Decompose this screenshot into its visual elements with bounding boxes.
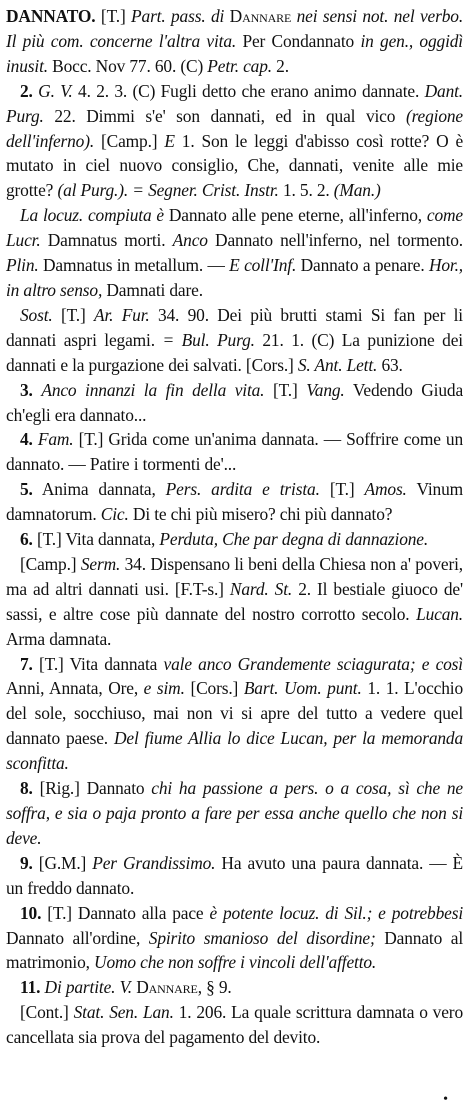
sense-7-paragraph [6,652,463,777]
sense-number: 6. [20,529,33,550]
sense-text: 4. 2. 3. (C) Fugli detto che erano animo dannate. [78,80,420,101]
cross-reference-section: § 9. [206,977,232,998]
note-text: La locuz. compiuta è [20,205,164,226]
entry-tag: [T.] [100,6,126,26]
contributor-tag: [G.M.] [38,852,87,873]
sense-6-citations-paragraph [6,552,463,652]
sense-10-paragraph [6,901,463,976]
citation-source: = Segner. Crist. Instr. [132,180,279,201]
sense-gloss: e sim. [143,678,185,699]
entry-definition-rest: nei sensi not. nel verbo. Il più com. concerne l'altra vita. [6,6,464,51]
contributor-tag: [T.] [329,479,355,500]
citation-source: Ar. Fur. [93,304,150,325]
sense-gloss: vale anco Grandemente sciagurata; e così [163,653,463,674]
sense-text: [Rig.] Dannato [39,778,145,799]
sense-text: Vedendo Giuda ch'egli era dannato... [6,379,464,425]
sense-number: 7. [20,653,33,674]
sense-text: Arma damnata. [6,628,112,649]
contributor-tag: [T.] [60,304,86,325]
sense-gloss: è potente locuz. di Sil.; e potrebbesi [209,902,463,923]
sense-9-paragraph [6,851,463,901]
contributor-tag: (Man.) [333,180,381,201]
sense-gloss: Pers. ardita e trista. [165,479,320,500]
cross-reference-word: Dannare, [136,977,202,998]
sense-gloss: (regione dell'inferno). [6,105,464,151]
citation-source: E [164,130,175,151]
sense-text: 22. Dimmi s'e' son dannati, ed in qual vico [54,105,396,126]
sense-gloss: Per Grandissimo. [92,852,216,873]
citation-source: Bart. Uom. punt. [243,678,362,699]
sense-text: Anni, Annata, Ore, [6,678,139,699]
sense-gloss: Fam. [37,429,74,450]
note-text: Sost. [20,304,53,325]
sense-text: 2. Il bestiale giuoco de' sassi, e altre cose più dannate del nostro corrotto secolo. [6,578,463,624]
sense-6-paragraph [6,527,463,552]
sense-3-paragraph [6,378,463,428]
contributor-tag: [Cont.] [20,1002,69,1023]
entry-text: Per Condannato [242,30,355,51]
note-text: 34. 90. Dei più brutti stami Si fan per li dannati aspri legami. [6,304,463,350]
sense-gloss: Del fiume Allia lo dice Lucan, per la memoranda sconfitta. [6,728,464,774]
sense-text: Dannato al matrimonio, [6,927,464,973]
entry-citation-source: Petr. cap. [207,55,272,76]
sense-number: 5. [20,479,33,500]
sense-gloss: Uomo che non soffre i vincoli dell'affetto. [94,952,377,973]
sense-text: [T.] Vita dannata [39,653,158,674]
sense-gloss: (al Purg.). [57,180,129,201]
sense-number: 9. [20,852,33,873]
note-text: Dannato a penare. [300,255,425,276]
sense-gloss: Perduta, Che par degna di dannazione. [159,529,429,550]
sense-number: 3. [20,379,33,400]
note-text: E coll'Inf. [229,255,297,276]
citation-source: Vang. [306,379,345,400]
citation-source: Plin. [6,255,39,276]
entry-citation-number: 2. [276,55,289,76]
entry-paragraph [6,4,463,79]
entry-reference-word: Dannare [229,6,292,26]
citation-source: Lucan. [416,603,463,624]
sense-text: Ha avuto una paura dannata. — È un freddo dannato. [6,852,463,898]
sense-text: Dannato all'ordine, [6,927,141,948]
sense-2-paragraph [6,79,463,204]
sense-text: 1. 5. 2. [282,180,330,201]
citation-source: G. V. [38,80,73,101]
sense-text: 1. Son le leggi d'abisso così rotte? O è mutato in ciel nuovo consiglio, Che, dannati, venite alle mie grotte? [6,130,464,201]
note-text: Dannato nell'inferno, nel tormento. [215,230,463,251]
citation-source: Nard. St. [229,578,293,599]
sense-number: 2. [20,80,33,101]
sense-5-paragraph [6,477,463,527]
sense-4-paragraph [6,427,463,477]
sense-8-paragraph [6,776,463,851]
sense-text: [T.] Dannato alla pace [47,902,204,923]
sense-11-paragraph [6,975,463,1000]
substantive-paragraph [6,303,463,378]
citation-source: Dant. Purg. [6,80,464,126]
sense-2-note-paragraph [6,203,463,303]
sense-text: Vinum damnatorum. [6,479,463,525]
note-text: Anco [172,230,208,251]
citation-source: Hor., in altro senso, [6,255,463,300]
sense-number: 11. [20,977,41,998]
note-text: Damnati dare. [106,279,203,300]
note-text: 21. 1. (C) La punizione dei dannati e la purgazione dei salvati. [Cors.] [6,329,463,375]
corner-mark: • [443,1092,448,1107]
note-text: Damnatus morti. [47,230,166,251]
note-text: 63. [381,354,403,375]
citation-source: = Bul. Purg. [162,329,255,350]
citation-source: Serm. [80,553,121,574]
sense-gloss: Spirito smanioso del disordine; [148,927,376,948]
entry-citation: Bocc. Nov 77. 60. (C) [52,55,204,76]
citation-source: Cic. [100,504,129,525]
contributor-tag: [Camp.] [101,130,158,151]
contributor-tag: [T.] [272,379,298,400]
note-text: Dannato alle pene eterne, all'inferno, [168,205,423,226]
sense-text: Anima dannata, [41,479,156,500]
sense-text: [T.] Vita dannata, [36,529,156,550]
note-text: come Lucr. [6,205,463,251]
note-text: Damnatus in metallum. — [43,255,225,276]
sense-11-citation-paragraph [6,1000,463,1050]
sense-text: 1. 206. La quale scrittura damnata o vero cancellata sia prova del pagamento del devito. [6,1002,463,1048]
sense-gloss: chi ha passione a pers. o a cosa, sì che ne soffra, e sia o paja pronto a fare per essa anche quello che non si deve. [6,778,463,848]
contributor-tag: [Cors.] [190,678,239,699]
entry-note: in gen., oggidì inusit. [6,30,463,76]
citation-source: S. Ant. Lett. [297,354,378,375]
sense-gloss: Di partite. [44,977,116,998]
sense-number: 4. [20,429,33,450]
sense-gloss: Anco innanzi la fin della vita. [41,379,265,400]
citation-source: Stat. Sen. Lan. [73,1002,174,1023]
sense-text: 1. 1. L'occhio del sole, socchiuso, mai non vi si apre del tutto a vedere quel dannato paese. [6,678,463,749]
sense-number: 10. [20,902,42,923]
entry-definition: Part. pass. di [131,6,225,26]
cross-reference-marker: V. [119,977,132,998]
citation-source: Amos. [364,479,407,500]
sense-number: 8. [20,778,33,799]
sense-text: [T.] Grida come un'anima dannata. — Soffrire come un dannato. — Patire i tormenti de'... [6,429,463,475]
entry-headword: DANNATO. [6,6,96,26]
contributor-tag: [Camp.] [20,553,77,574]
sense-text: Di te chi più misero? chi più dannato? [132,504,393,525]
sense-text: 34. Dispensano li beni della Chiesa non a' poveri, ma ad altri dannati usi. [F.T-s.] [6,553,463,599]
